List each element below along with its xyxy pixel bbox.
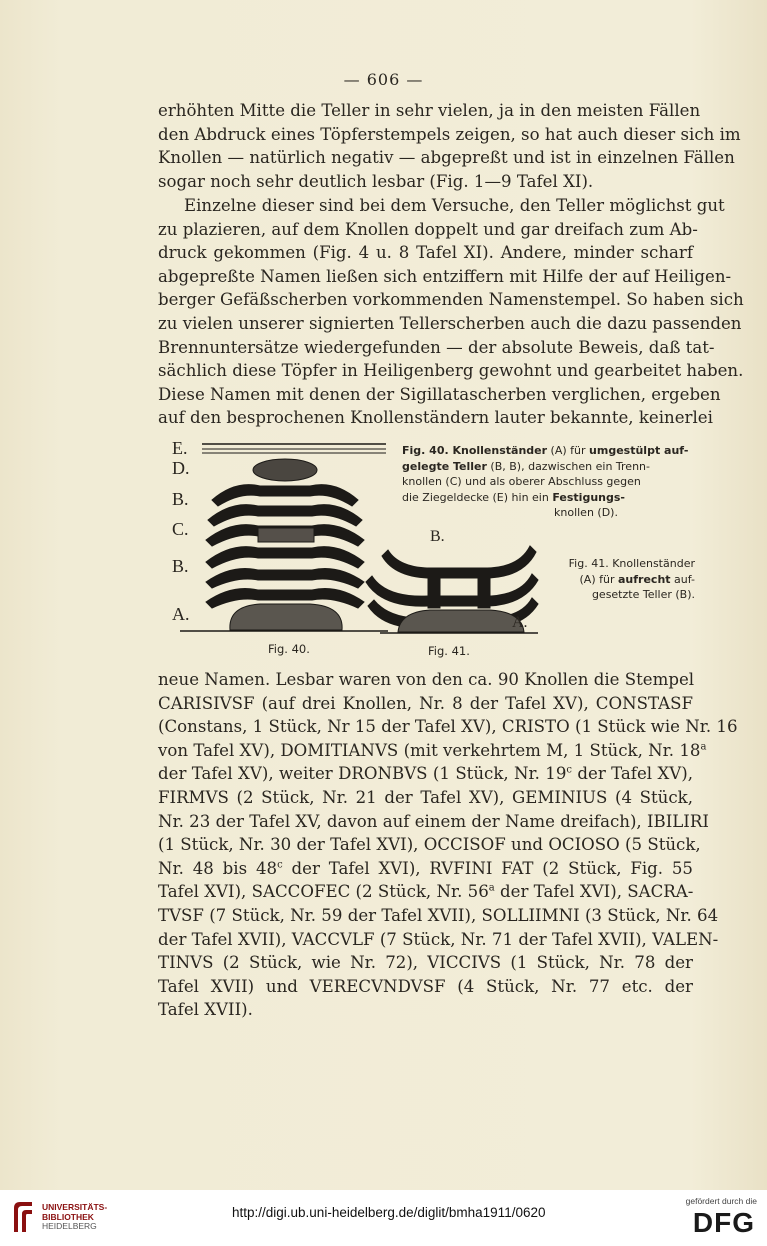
text-line: Nr. 23 der Tafel XV, davon auf einem der Name dreifach), IBILIRI: [158, 811, 709, 831]
text-segment: der Tafel XVI), SACRA-: [494, 882, 694, 902]
uni-line: UNIVERSITÄTS-: [42, 1202, 108, 1212]
text-line: druck gekommen (Fig. 4 u. 8 Tafel XI). Andere, minder scharf: [158, 243, 693, 263]
figure-label-b-mid: B.: [430, 528, 445, 545]
caption-lead: Fig. 40. Knollenständer: [402, 444, 548, 457]
caption-text: aufrecht: [618, 572, 671, 586]
text-line: TINVS (2 Stück, wie Nr. 72), VICCIVS (1 Stück, Nr. 78 der: [158, 953, 693, 973]
text-line: FIRMVS (2 Stück, Nr. 21 der Tafel XV), GEMINIUS (4 Stück,: [158, 787, 693, 807]
text-line: der Tafel XVII), VACCVLF (7 Stück, Nr. 71 der Tafel XVII), VALEN-: [158, 929, 719, 949]
figure-label-e: E.: [172, 438, 188, 458]
dfg-logo[interactable]: DFG: [692, 1207, 755, 1238]
text-line: den Abdruck eines Töpferstempels zeigen, so hat auch dieser sich im: [158, 124, 741, 144]
figure-label-a-right: A.: [512, 614, 528, 631]
caption-text: gelegte Teller: [402, 459, 487, 473]
university-logo-icon[interactable]: [10, 1200, 36, 1234]
caption-fig-40: [402, 443, 694, 521]
text-line: (1 Stück, Nr. 30 der Tafel XVI), OCCISOF und OCIOSO (5 Stück,: [158, 835, 701, 855]
caption-text: knollen (C) und als oberer Abschluss gegen: [402, 475, 641, 488]
text-line: [158, 880, 693, 904]
figure-label-b: B.: [172, 489, 189, 509]
caption-text: Fig. 41. Knollenständer: [568, 557, 695, 570]
caption-text: (A) für: [550, 444, 586, 457]
text-line: auf den besprochenen Knollenständern lauter bekannte, keinerlei: [158, 408, 713, 428]
caption-fig-41: [550, 556, 695, 603]
superscript: a: [700, 741, 707, 753]
figure-label-a: A.: [172, 604, 190, 624]
superscript: c: [566, 764, 573, 776]
caption-text: gesetzte Teller (B).: [591, 588, 695, 601]
text-line: zu vielen unserer signierten Tellerscherben auch die dazu passenden: [158, 313, 742, 333]
text-segment: Tafel XVI), SACCOFEC (2 Stück, Nr. 56: [158, 882, 489, 902]
text-line: zu plazieren, auf dem Knollen doppelt und gar dreifach zum Ab-: [158, 219, 698, 239]
figure-label-d: D.: [172, 458, 190, 478]
page-number: — 606 —: [343, 70, 424, 89]
text-line: abgepreßte Namen ließen sich entziffern mit Hilfe der auf Heiligen-: [158, 266, 732, 286]
paragraph-3: [158, 668, 738, 1022]
text-line: neue Namen. Lesbar waren von den ca. 90 Knollen die Stempel: [158, 670, 695, 689]
text-line: sächlich diese Töpfer in Heiligenberg gewohnt und gearbeitet haben.: [158, 361, 744, 381]
text-segment: von Tafel XV), DOMITIANVS (mit verkehrtem M, 1 Stück, Nr. 18: [158, 740, 701, 760]
text-line: berger Gefäßscherben vorkommenden Namenstempel. So haben sich: [158, 290, 744, 310]
uni-line: HEIDELBERG: [42, 1221, 97, 1231]
fig-41-label: Fig. 41.: [428, 644, 470, 658]
paragraph-1: [158, 99, 741, 193]
text-line: erhöhten Mitte die Teller in sehr vielen, ja in den meisten Fällen: [158, 101, 701, 120]
text-segment: Nr. 48 bis 48: [158, 858, 278, 878]
text-line: [158, 857, 693, 881]
text-line: CARISIVSF (auf drei Knollen, Nr. 8 der Tafel XV), CONSTASF: [158, 693, 693, 713]
text-line: Tafel XVII) und VERECVNDVSF (4 Stück, Nr. 77 etc. der: [158, 976, 693, 996]
text-line: Tafel XVII).: [158, 1000, 253, 1020]
caption-text: knollen (D).: [554, 506, 618, 519]
paragraph-2: [158, 194, 744, 430]
text-line: (Constans, 1 Stück, Nr 15 der Tafel XV), CRISTO (1 Stück wie Nr. 16: [158, 717, 738, 737]
uni-line: BIBLIOTHEK: [42, 1211, 94, 1222]
figure-label-c: C.: [172, 519, 189, 539]
caption-text: (B, B), dazwischen ein Trenn-: [490, 459, 650, 473]
text-line: Knollen — natürlich negativ — abgepreßt und ist in einzelnen Fällen: [158, 148, 735, 168]
funded-by-note: gefördert durch die: [685, 1196, 757, 1206]
text-line: Einzelne dieser sind bei dem Versuche, den Teller möglichst gut: [184, 196, 725, 215]
text-line: Brennuntersätze wiedergefunden — der absolute Beweis, daß tat-: [158, 337, 715, 357]
text-line: [158, 762, 693, 786]
figure-label-b: B.: [172, 556, 189, 576]
caption-text: auf-: [674, 572, 695, 586]
text-line: Diese Namen mit denen der Sigillatascherben verglichen, ergeben: [158, 384, 721, 404]
text-line: sogar noch sehr deutlich lesbar (Fig. 1—9 Tafel XI).: [158, 171, 594, 191]
superscript: c: [277, 859, 283, 871]
footer-bar: [0, 1190, 767, 1246]
text-segment: der Tafel XV), weiter DRONBVS (1 Stück, Nr. 19: [158, 764, 567, 784]
text-line: [158, 739, 707, 763]
superscript: a: [488, 882, 495, 894]
permalink-url[interactable]: http://digi.ub.uni-heidelberg.de/diglit/bmha1911/0620: [232, 1205, 546, 1220]
university-library-name[interactable]: [42, 1203, 107, 1232]
text-segment: der Tafel XV),: [572, 764, 693, 784]
caption-text: Festigungs-: [552, 490, 625, 504]
caption-text: (A) für: [579, 572, 615, 586]
text-segment: der Tafel XVI), RVFINI FAT (2 Stück, Fig. 55: [282, 858, 693, 878]
caption-text: umgestülpt auf-: [589, 444, 689, 457]
fig-40-label: Fig. 40.: [268, 642, 310, 656]
text-line: TVSF (7 Stück, Nr. 59 der Tafel XVII), SOLLIIMNI (3 Stück, Nr. 64: [158, 905, 719, 925]
caption-text: die Ziegeldecke (E) hin ein: [402, 490, 549, 504]
